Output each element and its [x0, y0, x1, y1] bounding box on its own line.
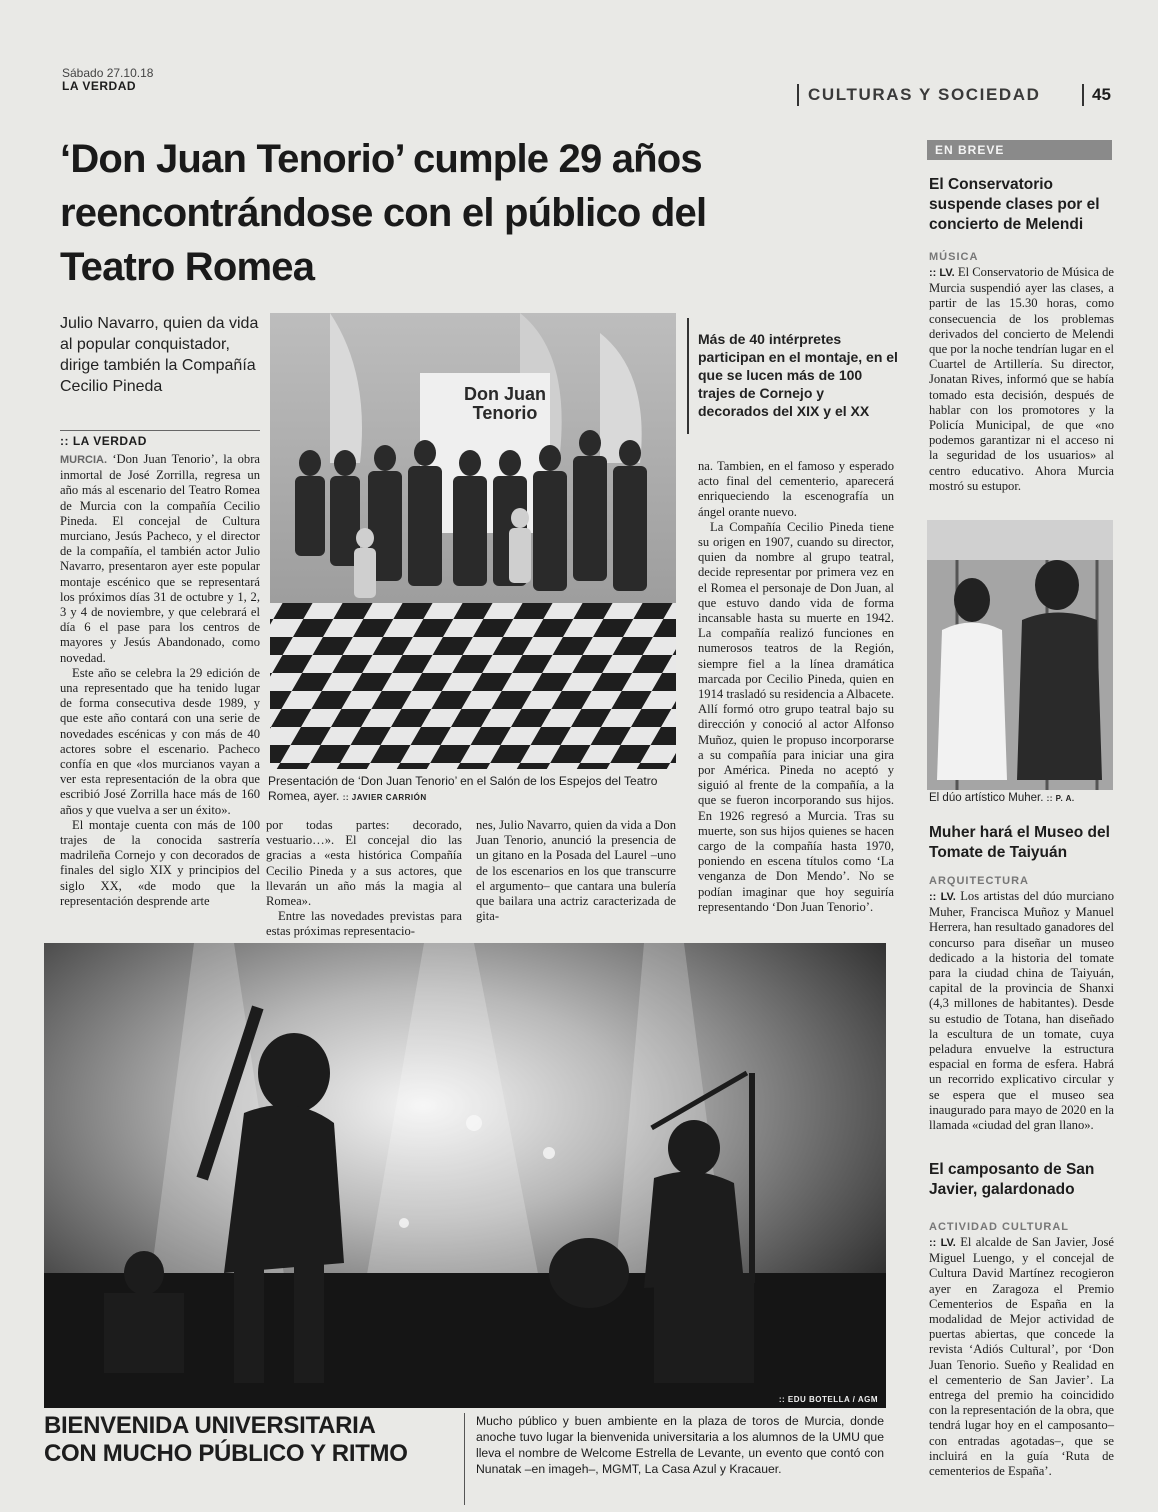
brief-paragraph: [929, 1235, 1114, 1479]
brief-category: MÚSICA: [929, 251, 979, 263]
brief-paragraph: [929, 889, 1114, 1133]
article-paragraph: [60, 452, 260, 666]
pullquote: Más de 40 intérpretes participan en el montaje, en el que se lucen más de 100 trajes de Cornejo y decorados del XIX y el XX: [698, 331, 898, 419]
dateline: MURCIA.: [60, 454, 108, 466]
article-column-3: [476, 818, 676, 924]
section-divider: [797, 84, 799, 106]
brief-lead: :: LV.: [929, 1237, 956, 1249]
concert-photo: [44, 943, 886, 1408]
masthead: [62, 66, 362, 93]
page-number: 45: [1092, 85, 1111, 104]
article-paragraph: Este año se celebra la 29 edición de una representado que ha tenido lugar de forma consecutiva desde 1989, y que este año contará con una serie de novedades escénicas y con más de 40 actores sobre el escenario. Pacheco confía en que «los murcianos vayan a ver esta representación de la obra que escribió José Zorrilla hace más de 160 años y que vuelva a ser un éxito».: [60, 665, 260, 817]
article-text: ‘Don Juan Tenorio’, la obra inmortal de José Zorrilla, regresa un año más al escenario del Teatro Romea de Murcia con la compañía Cecilio Pineda. El concejal de Cultura murciano, Jesús Pacheco, y el director de la compañía, el también actor Julio Navarro, presentaron ayer este popular montaje escénico que se representará los próximos días 31 de octubre y 1, 2, 3 y 4 de noviembre, y que celebrará el día 6 el pase para los centros de mayores y Jesús Abandonado, como novedad.: [60, 452, 260, 665]
article-paragraph: na. Tambien, en el famoso y esperado acto final del cementerio, aparecerá enriqueciendo la escenografía un ángel orante nuevo.: [698, 459, 894, 519]
muher-photo: [927, 520, 1113, 790]
byline-rule: [60, 430, 260, 431]
article-paragraph: La Compañía Cecilio Pineda tiene su origen en 1907, cuando su director, quien da nombre al grupo teatral, decide representar por primera vez en el Romea el personaje de Don Juan, al que estuvo dando vida de forma incansable hasta su muerte en 1942. La compañía realizó funciones en numerosos teatros de la Región, siempre fiel a la línea dramática marcada por Cecilio Pineda, quien en 1914 trasladó su residencia a Albacete. Allí formó otro grupo teatral bajo su dirección y conoció al actor Alfonso Muñoz, quien le propuso incorporarse a su compañía para iniciar una gira por América. Pineda no aceptó y siguió al frente de la compañía, a la que se fueron incorporando sus hijos. En 1926 regresó a Murcia. Tras su muerte, son sus hijos quienes se hacen cargo de la compañía hasta 1970, poniendo en escena títulos como ‘La venganza de Don Mendo’. No se podían imaginar que hoy seguiría representando ‘Don Juan Tenorio’.: [698, 519, 894, 914]
brief-body: [929, 889, 1114, 1133]
brief-body: [929, 1235, 1114, 1479]
photo-credit: :: JAVIER CARRIÓN: [342, 793, 427, 802]
concert-photo-image: [44, 943, 886, 1408]
brief-category: ARQUITECTURA: [929, 875, 1029, 887]
article-column-4: [698, 459, 894, 915]
brief-paragraph: [929, 265, 1114, 494]
sidebar-label: EN BREVE: [935, 143, 1005, 157]
paper-name: LA VERDAD: [62, 79, 137, 93]
concert-headline-line: CON MUCHO PÚBLICO Y RITMO: [44, 1440, 408, 1467]
photo-caption: [268, 774, 678, 805]
brief-headline: Muher hará el Museo del Tomate de Taiyuán: [929, 824, 1110, 861]
presentation-photo-image: [270, 313, 676, 769]
article-paragraph: por todas partes: decorado, vestuario…». El concejal dio las gracias a «esta histórica Compañía Cecilio Pineda y a sus actores, que llevarán un año más la magia al Romea».: [266, 818, 462, 909]
sidebar: [917, 140, 1112, 1505]
photo-caption-text: Presentación de ‘Don Juan Tenorio’ en el Salón de los Espejos del Teatro Romea, ayer.: [268, 774, 658, 803]
muher-photo-image: [927, 520, 1113, 790]
section-title: CULTURAS Y SOCIEDAD: [808, 85, 1041, 104]
brief-lead: :: LV.: [929, 891, 956, 903]
muher-photo-caption: [929, 792, 1115, 804]
photo-banner: [450, 385, 560, 423]
photo-banner-line: Tenorio: [472, 403, 538, 423]
page-title: ‘Don Juan Tenorio’ cumple 29 años reencontrándose con el público del Teatro Romea: [60, 137, 707, 289]
concert-headline-line: BIENVENIDA UNIVERSITARIA: [44, 1412, 376, 1439]
brief-headline: El Conservatorio suspende clases por el concierto de Melendi: [929, 176, 1100, 233]
presentation-photo: [270, 313, 676, 769]
article-column-2: [266, 818, 462, 940]
concert-caption: Mucho público y buen ambiente en la plaza de toros de Murcia, donde anoche tuvo lugar la bienvenida universitaria a los alumnos de la UMU que lleva el nombre de Welcome Estrella de Levante, un evento que contó con Nunatak –en imageh–, MGMT, La Casa Azul y Kracauer.: [476, 1414, 884, 1476]
article-paragraph: nes, Julio Navarro, quien da vida a Don Juan Tenorio, anunció la presencia de un gitano en la Posada del Laurel –uno de los escenarios en los que transcurre el argumento– que cantara una bulería que bailara una actriz caracterizada de gita-: [476, 818, 676, 924]
pullquote-bar: [687, 318, 689, 434]
article-column-1: [60, 452, 260, 909]
brief-text: El Conservatorio de Música de Murcia suspendió ayer las clases, a partir de las 15.30 horas, como consecuencia de los problemas derivados del concierto de Melendi que por la noche tendrían lugar en el Cuartel de Artillería. Su director, Jonatan Rives, informó que se había tomado esta decisión, después de hablar con los promotores y la Policía Municipal, de que «no podemos garantizar ni el acceso ni la seguridad de los usuarios» al centro educativo. Ahora Murcia mostró su estupor.: [929, 265, 1114, 493]
issue-date: Sábado 27.10.18: [62, 66, 154, 80]
article-subhead: Julio Navarro, quien da vida al popular conquistador, dirige también la Compañía Cecilio Pineda: [60, 315, 259, 395]
muher-photo-credit: :: P. A.: [1046, 794, 1075, 803]
concert-caption-rule: [464, 1413, 465, 1505]
byline: :: LA VERDAD: [60, 434, 147, 448]
brief-body: [929, 265, 1114, 494]
brief-text: Los artistas del dúo murciano Muher, Francisca Muñoz y Manuel Herrera, han resultado ganadores del concurso para diseñar un museo dedicado a la historia del tomate para la ciudad china de Taiyuán, capital de la provincia de Shanxi (4,3 millones de habitantes). Desde su estudio de Totana, han diseñado la escultura de un tomate, cuya peladura envuelve la estructura espacial en forma de esfera. Habrá un recorrido explicativo circular y se espera que el museo sea inaugurado para mayo de 2020 en la llamada «ciudad del gran llano».: [929, 889, 1114, 1133]
brief-headline: El camposanto de San Javier, galardonado: [929, 1161, 1095, 1198]
photo-banner-line: Don Juan: [463, 384, 546, 404]
article-paragraph: Entre las novedades previstas para estas próximas representacio-: [266, 909, 462, 939]
page-number-divider: [1082, 84, 1084, 106]
brief-category: ACTIVIDAD CULTURAL: [929, 1221, 1070, 1233]
article-paragraph: El montaje cuenta con más de 100 trajes de la conocida sastrería madrileña Cornejo y con decorados de finales del siglo XIX y principios del siglo XX, «de modo que la representación desprende arte: [60, 817, 260, 908]
muher-caption-text: El dúo artístico Muher.: [929, 792, 1044, 804]
brief-text: El alcalde de San Javier, José Miguel Luengo, y el concejal de Cultura David Martínez recogieron ayer en Zaragoza el Premio Cementerios de España en la modalidad de Mejor actividad de puertas abiertas, que concede la revista ‘Adiós Cultural’, por ‘Don Juan Tenorio. Sueño y Realidad en el cementerio de San Javier’. La entrega del premio ha coincidido con la representación de la obra, que tendrá lugar hoy en el camposanto–con entradas agotadas–, que se incluirá en la guía ‘Ruta de cementerios de España’.: [929, 1235, 1114, 1479]
concert-headline: [44, 1412, 454, 1468]
brief-lead: :: LV.: [929, 267, 955, 279]
concert-photo-credit: :: EDU BOTELLA / AGM: [778, 1395, 878, 1404]
